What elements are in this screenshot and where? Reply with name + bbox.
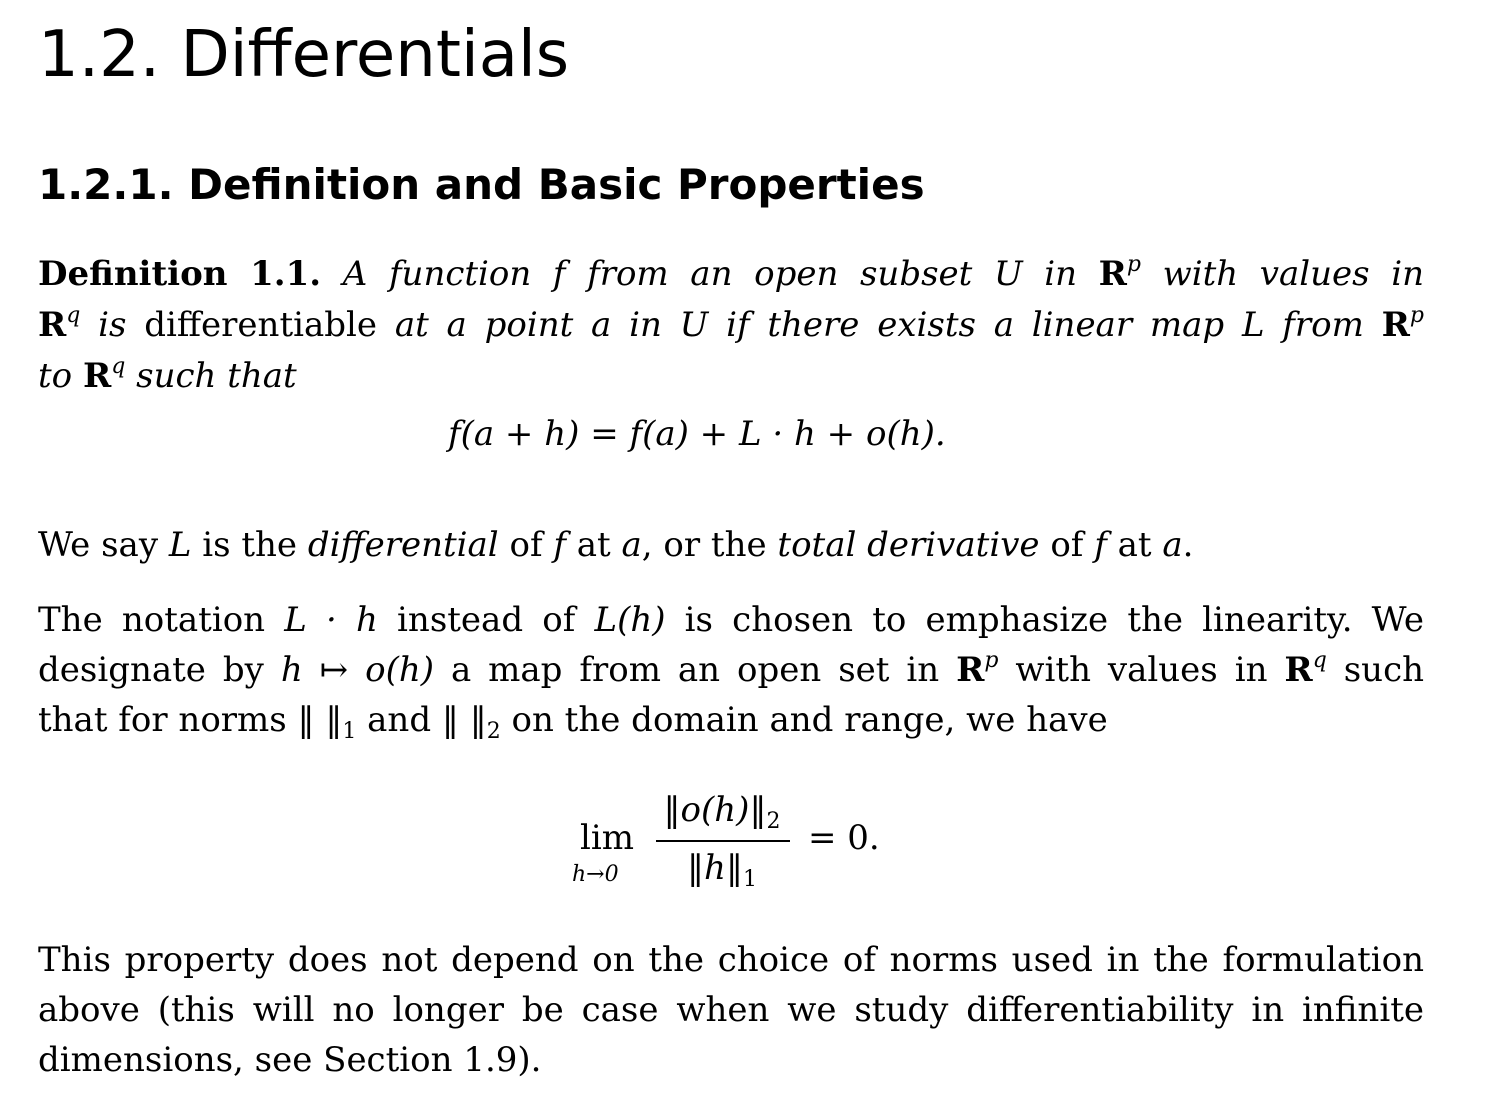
section-heading: [38, 18, 569, 92]
paragraph-3-line-3: dimensions, see Section 1.9).: [38, 1040, 542, 1080]
fraction-denominator: $‖h‖_1$: [687, 848, 757, 892]
limit-equation: [568, 790, 908, 900]
definition-line-1: Definition 1.1. A function f from an open subset U in $R^p$ with values in: [38, 252, 1424, 294]
term-differential: differential: [307, 525, 499, 565]
equation-rhs: = 0.: [808, 818, 880, 858]
paragraph-2-line-1: The notation L · h instead of L(h) is chosen to emphasize the linearity. We: [38, 600, 1424, 640]
subsection-heading: [38, 160, 925, 209]
paragraph-3-line-1: This property does not depend on the choice of norms used in the formulation: [38, 940, 1424, 980]
paragraph-3-line-2: above (this will no longer be case when we study differentiability in infinite: [38, 990, 1424, 1030]
fraction-numerator: $‖o(h)‖_2$: [663, 790, 781, 834]
subsection-number: 1.2.1.: [38, 160, 174, 209]
paragraph-2-line-3: that for norms ‖ $‖_1$ and ‖ $‖_2$ on the domain and range, we have: [38, 700, 1108, 744]
term-total-derivative: total derivative: [777, 525, 1040, 565]
subsection-title: Definition and Basic Properties: [188, 160, 925, 209]
definition-line-3: to $R^q$ such that: [38, 354, 297, 396]
section-number: 1.2.: [38, 18, 161, 92]
definition-term: differentiable: [144, 305, 378, 345]
limit-operator: lim: [580, 818, 634, 858]
differentiability-equation: f(a + h) = f(a) + L · h + o(h).: [448, 414, 946, 454]
limit-subscript: h→0: [572, 862, 619, 887]
fraction-bar: [656, 840, 790, 842]
definition-line-2: $R^q$ is differentiable at a point a in U if there exists a linear map L from $R^p$: [38, 303, 1425, 345]
paragraph-1: We say L is the differential of f at a, or the total derivative of f at a.: [38, 525, 1194, 565]
paragraph-2-line-2: designate by h ↦ o(h) a map from an open set in $R^p$ with values in $R^q$ such: [38, 648, 1425, 690]
section-title: Differentials: [180, 18, 570, 92]
definition-label: Definition 1.1.: [38, 254, 322, 294]
